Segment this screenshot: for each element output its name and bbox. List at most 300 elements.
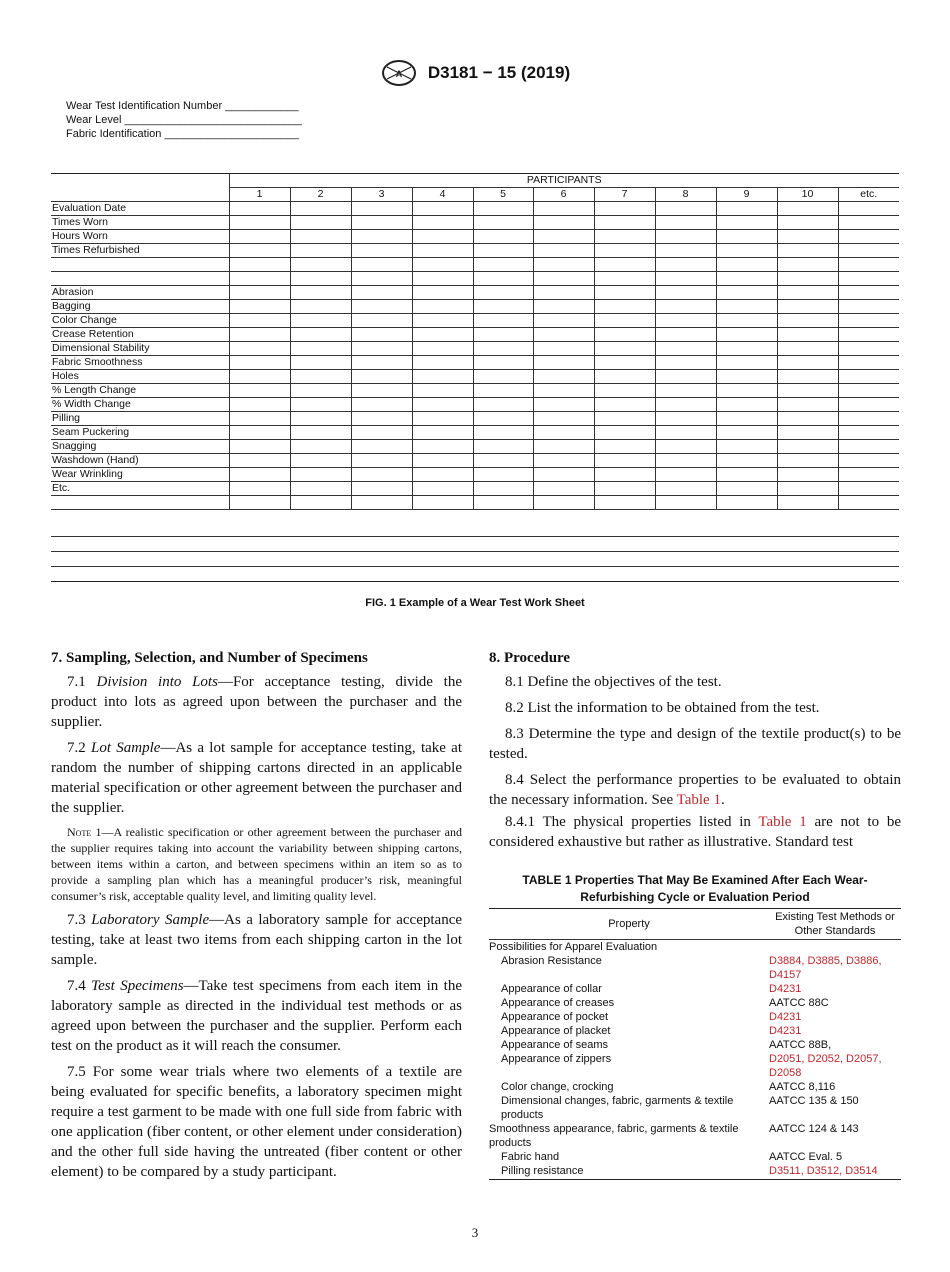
property-cell: Pilling resistance <box>489 1164 769 1180</box>
worksheet-cell[interactable] <box>838 286 899 300</box>
worksheet-cell[interactable] <box>412 300 473 314</box>
worksheet-cell[interactable] <box>533 398 594 412</box>
worksheet-cell[interactable] <box>838 468 899 482</box>
worksheet-cell[interactable] <box>229 272 290 286</box>
worksheet-cell[interactable] <box>838 244 899 258</box>
worksheet-cell[interactable] <box>533 314 594 328</box>
worksheet-cell[interactable] <box>473 342 533 356</box>
worksheet-cell[interactable] <box>412 230 473 244</box>
worksheet-cell[interactable] <box>777 398 838 412</box>
table-1-row <box>489 954 901 982</box>
participant-column-header: 7 <box>594 188 655 202</box>
worksheet-cell[interactable] <box>594 454 655 468</box>
worksheet-cell[interactable] <box>838 384 899 398</box>
worksheet-cell[interactable] <box>412 468 473 482</box>
worksheet-cell[interactable] <box>838 440 899 454</box>
worksheet-row-label <box>51 496 229 510</box>
worksheet-row <box>51 370 899 384</box>
worksheet-cell[interactable] <box>838 230 899 244</box>
worksheet-cell[interactable] <box>229 286 290 300</box>
svg-text:A: A <box>395 69 403 79</box>
worksheet-cell[interactable] <box>351 314 412 328</box>
worksheet-cell[interactable] <box>838 370 899 384</box>
worksheet-cell[interactable] <box>655 216 716 230</box>
worksheet-cell[interactable] <box>533 384 594 398</box>
worksheet-cell[interactable] <box>351 468 412 482</box>
worksheet-cell[interactable] <box>473 440 533 454</box>
worksheet-cell[interactable] <box>229 468 290 482</box>
worksheet-cell[interactable] <box>655 314 716 328</box>
worksheet-row-label: Washdown (Hand) <box>51 454 229 468</box>
worksheet-cell[interactable] <box>533 286 594 300</box>
worksheet-cell[interactable] <box>838 482 899 496</box>
worksheet-cell[interactable] <box>533 300 594 314</box>
figure-caption: FIG. 1 Example of a Wear Test Work Sheet <box>365 597 585 609</box>
participant-column-header: 4 <box>412 188 473 202</box>
worksheet-cell[interactable] <box>533 202 594 216</box>
worksheet-cell[interactable] <box>594 216 655 230</box>
worksheet-cell[interactable] <box>777 314 838 328</box>
worksheet-cell[interactable] <box>594 258 655 272</box>
worksheet-cell[interactable] <box>473 230 533 244</box>
methods-cell[interactable]: D2051, D2052, D2057, D2058 <box>769 1053 882 1079</box>
col-property-header: Property <box>489 909 769 940</box>
worksheet-cell[interactable] <box>838 216 899 230</box>
worksheet-cell[interactable] <box>838 328 899 342</box>
worksheet-cell[interactable] <box>351 370 412 384</box>
worksheet-cell[interactable] <box>290 426 351 440</box>
worksheet-cell[interactable] <box>412 258 473 272</box>
worksheet-cell[interactable] <box>533 482 594 496</box>
worksheet-cell[interactable] <box>838 426 899 440</box>
worksheet-cell[interactable] <box>838 454 899 468</box>
worksheet-cell[interactable] <box>290 370 351 384</box>
worksheet-cell[interactable] <box>655 286 716 300</box>
worksheet-cell[interactable] <box>655 356 716 370</box>
worksheet-cell[interactable] <box>412 314 473 328</box>
worksheet-cell[interactable] <box>716 258 777 272</box>
worksheet-cell[interactable] <box>777 426 838 440</box>
worksheet-cell[interactable] <box>473 314 533 328</box>
worksheet-cell[interactable] <box>594 300 655 314</box>
worksheet-cell[interactable] <box>473 370 533 384</box>
worksheet-cell[interactable] <box>412 412 473 426</box>
worksheet-cell[interactable] <box>351 286 412 300</box>
worksheet-cell[interactable] <box>716 496 777 510</box>
worksheet-cell[interactable] <box>594 244 655 258</box>
worksheet-cell[interactable] <box>473 216 533 230</box>
worksheet-cell[interactable] <box>777 272 838 286</box>
worksheet-cell[interactable] <box>716 356 777 370</box>
worksheet-cell[interactable] <box>473 258 533 272</box>
worksheet-cell[interactable] <box>351 496 412 510</box>
worksheet-cell[interactable] <box>777 468 838 482</box>
worksheet-cell[interactable] <box>533 412 594 426</box>
worksheet-row <box>51 496 899 510</box>
worksheet-row-label: Dimensional Stability <box>51 342 229 356</box>
worksheet-cell[interactable] <box>716 482 777 496</box>
worksheet-cell[interactable] <box>594 370 655 384</box>
worksheet-cell[interactable] <box>533 496 594 510</box>
property-cell: Possibilities for Apparel Evaluation <box>489 941 658 953</box>
worksheet-cell[interactable] <box>777 342 838 356</box>
worksheet-cell[interactable] <box>655 230 716 244</box>
worksheet-cell[interactable] <box>229 412 290 426</box>
worksheet-cell[interactable] <box>716 272 777 286</box>
worksheet-cell[interactable] <box>777 258 838 272</box>
worksheet-row <box>51 342 899 356</box>
worksheet-cell[interactable] <box>290 468 351 482</box>
worksheet-cell[interactable] <box>290 216 351 230</box>
worksheet-cell[interactable] <box>594 384 655 398</box>
worksheet-cell[interactable] <box>412 272 473 286</box>
worksheet-cell[interactable] <box>655 426 716 440</box>
participant-column-header: 3 <box>351 188 412 202</box>
worksheet-cell[interactable] <box>716 398 777 412</box>
participant-column-header: etc. <box>838 188 899 202</box>
col-methods-header: Existing Test Methods or Other Standards <box>769 909 901 940</box>
worksheet-cell[interactable] <box>716 454 777 468</box>
worksheet-cell[interactable] <box>533 356 594 370</box>
worksheet-cell[interactable] <box>838 356 899 370</box>
methods-cell[interactable]: D4231 <box>769 983 802 995</box>
worksheet-cell[interactable] <box>655 370 716 384</box>
worksheet-cell[interactable] <box>412 370 473 384</box>
worksheet-cell[interactable] <box>351 244 412 258</box>
worksheet-cell[interactable] <box>290 496 351 510</box>
worksheet-cell[interactable] <box>655 272 716 286</box>
worksheet-cell[interactable] <box>655 496 716 510</box>
worksheet-cell[interactable] <box>351 440 412 454</box>
worksheet-cell[interactable] <box>412 398 473 412</box>
worksheet-cell[interactable] <box>655 300 716 314</box>
methods-cell[interactable]: D3884, D3885, D3886, D4157 <box>769 955 882 981</box>
worksheet-cell[interactable] <box>351 230 412 244</box>
worksheet-cell[interactable] <box>473 398 533 412</box>
worksheet-cell[interactable] <box>655 468 716 482</box>
worksheet-cell[interactable] <box>473 412 533 426</box>
participant-column-header: 5 <box>473 188 533 202</box>
worksheet-cell[interactable] <box>473 356 533 370</box>
worksheet-cell[interactable] <box>290 286 351 300</box>
worksheet-cell[interactable] <box>777 370 838 384</box>
worksheet-cell[interactable] <box>412 454 473 468</box>
worksheet-cell[interactable] <box>229 496 290 510</box>
worksheet-cell[interactable] <box>594 328 655 342</box>
worksheet-cell[interactable] <box>838 342 899 356</box>
worksheet-cell[interactable] <box>655 440 716 454</box>
worksheet-cell[interactable] <box>838 412 899 426</box>
participants-header-row <box>51 174 899 188</box>
worksheet-cell[interactable] <box>533 426 594 440</box>
worksheet-cell[interactable] <box>229 314 290 328</box>
worksheet-cell[interactable] <box>290 328 351 342</box>
worksheet-cell[interactable] <box>473 286 533 300</box>
worksheet-row <box>51 202 899 216</box>
worksheet-cell[interactable] <box>351 454 412 468</box>
worksheet-cell[interactable] <box>716 370 777 384</box>
worksheet-cell[interactable] <box>290 230 351 244</box>
note-1: Note 1—A realistic specification or other agreement between the purchaser and the supplier requires taking into account the variability between shipping cartons, between items within a carton, and between specimens within an item so as to provide a sampling plan which has a meaningful producer’s risk, meaningful consumer’s risk, acceptable quality level, and limiting quality level. <box>51 825 462 903</box>
worksheet-cell[interactable] <box>594 426 655 440</box>
worksheet-cell[interactable] <box>290 356 351 370</box>
worksheet-row <box>51 300 899 314</box>
worksheet-cell[interactable] <box>533 272 594 286</box>
worksheet-cell[interactable] <box>229 216 290 230</box>
property-cell: Appearance of placket <box>501 1025 611 1037</box>
worksheet-cell[interactable] <box>351 482 412 496</box>
worksheet-cell[interactable] <box>290 314 351 328</box>
worksheet-cell[interactable] <box>473 244 533 258</box>
worksheet-cell[interactable] <box>412 482 473 496</box>
worksheet-cell[interactable] <box>655 328 716 342</box>
worksheet-cell[interactable] <box>655 398 716 412</box>
worksheet-cell[interactable] <box>655 258 716 272</box>
worksheet-cell[interactable] <box>351 342 412 356</box>
worksheet-cell[interactable] <box>412 286 473 300</box>
worksheet-cell[interactable] <box>229 300 290 314</box>
paragraph-7-2: 7.2 Lot Sample—As a lot sample for acceptance testing, take at random the number of shipping cartons directed in an applicable material specification or other agreement between the purchaser and the supplier. <box>51 740 463 816</box>
worksheet-cell[interactable] <box>351 356 412 370</box>
worksheet-cell[interactable] <box>716 216 777 230</box>
worksheet-cell[interactable] <box>533 244 594 258</box>
worksheet-cell[interactable] <box>716 342 777 356</box>
worksheet-cell[interactable] <box>229 482 290 496</box>
worksheet-cell[interactable] <box>594 412 655 426</box>
worksheet-cell[interactable] <box>229 258 290 272</box>
worksheet-cell[interactable] <box>594 482 655 496</box>
worksheet-cell[interactable] <box>473 468 533 482</box>
worksheet-cell[interactable] <box>290 342 351 356</box>
methods-cell[interactable]: D4231 <box>769 1011 802 1023</box>
worksheet-cell[interactable] <box>777 384 838 398</box>
worksheet-cell[interactable] <box>412 328 473 342</box>
worksheet-cell[interactable] <box>716 426 777 440</box>
worksheet-cell[interactable] <box>412 384 473 398</box>
worksheet-cell[interactable] <box>473 300 533 314</box>
worksheet-cell[interactable] <box>533 454 594 468</box>
worksheet-cell[interactable] <box>351 426 412 440</box>
worksheet-cell[interactable] <box>290 258 351 272</box>
worksheet-cell[interactable] <box>351 272 412 286</box>
worksheet-cell[interactable] <box>777 216 838 230</box>
worksheet-cell[interactable] <box>716 300 777 314</box>
worksheet-cell[interactable] <box>838 272 899 286</box>
worksheet-cell[interactable] <box>838 314 899 328</box>
methods-cell[interactable]: D4231 <box>769 1025 802 1037</box>
worksheet-cell[interactable] <box>229 230 290 244</box>
worksheet-cell[interactable] <box>838 300 899 314</box>
worksheet-cell[interactable] <box>229 440 290 454</box>
worksheet-cell[interactable] <box>290 482 351 496</box>
worksheet-row-label: Abrasion <box>51 286 229 300</box>
worksheet-cell[interactable] <box>716 244 777 258</box>
worksheet-cell[interactable] <box>716 314 777 328</box>
worksheet-cell[interactable] <box>351 258 412 272</box>
worksheet-cell[interactable] <box>777 440 838 454</box>
worksheet-cell[interactable] <box>594 202 655 216</box>
worksheet-cell[interactable] <box>594 496 655 510</box>
worksheet-cell[interactable] <box>351 412 412 426</box>
worksheet-cell[interactable] <box>473 272 533 286</box>
worksheet-cell[interactable] <box>473 496 533 510</box>
worksheet-cell[interactable] <box>351 328 412 342</box>
worksheet-cell[interactable] <box>777 244 838 258</box>
worksheet-cell[interactable] <box>290 412 351 426</box>
worksheet-cell[interactable] <box>290 202 351 216</box>
worksheet-cell[interactable] <box>533 258 594 272</box>
worksheet-row-label: Evaluation Date <box>51 202 229 216</box>
paragraph-8-3: 8.3 Determine the type and design of the textile product(s) to be tested. <box>489 726 901 762</box>
worksheet-cell[interactable] <box>533 370 594 384</box>
worksheet-cell[interactable] <box>655 342 716 356</box>
worksheet-cell[interactable] <box>229 342 290 356</box>
table-1-link[interactable]: Table 1 <box>676 792 721 808</box>
worksheet-cell[interactable] <box>838 202 899 216</box>
worksheet-cell[interactable] <box>473 328 533 342</box>
worksheet-cell[interactable] <box>655 412 716 426</box>
worksheet-cell[interactable] <box>290 440 351 454</box>
worksheet-cell[interactable] <box>716 468 777 482</box>
worksheet-cell[interactable] <box>412 342 473 356</box>
worksheet-cell[interactable] <box>473 454 533 468</box>
worksheet-cell[interactable] <box>594 468 655 482</box>
table-1-link[interactable]: Table 1 <box>758 814 807 830</box>
participant-column-header: 10 <box>777 188 838 202</box>
worksheet-cell[interactable] <box>777 230 838 244</box>
worksheet-cell[interactable] <box>533 468 594 482</box>
worksheet-cell[interactable] <box>594 356 655 370</box>
paragraph-8-4: 8.4 Select the performance properties to be evaluated to obtain the necessary information. See Table 1. <box>489 772 901 808</box>
worksheet-cell[interactable] <box>229 328 290 342</box>
worksheet-cell[interactable] <box>412 202 473 216</box>
worksheet-cell[interactable] <box>533 230 594 244</box>
worksheet-cell[interactable] <box>290 244 351 258</box>
worksheet-cell[interactable] <box>412 496 473 510</box>
worksheet-cell[interactable] <box>594 230 655 244</box>
table-1-row <box>489 940 901 955</box>
worksheet-cell[interactable] <box>229 244 290 258</box>
worksheet-cell[interactable] <box>229 370 290 384</box>
worksheet-row-label <box>51 258 229 272</box>
worksheet-cell[interactable] <box>655 384 716 398</box>
worksheet-cell[interactable] <box>777 286 838 300</box>
participant-column-header: 9 <box>716 188 777 202</box>
worksheet-row <box>51 216 899 230</box>
worksheet-cell[interactable] <box>229 454 290 468</box>
table-1-row <box>489 1010 901 1024</box>
worksheet-cell[interactable] <box>533 216 594 230</box>
worksheet-cell[interactable] <box>229 202 290 216</box>
worksheet-cell[interactable] <box>351 384 412 398</box>
worksheet-cell[interactable] <box>412 356 473 370</box>
worksheet-row <box>51 482 899 496</box>
worksheet-cell[interactable] <box>594 398 655 412</box>
worksheet-cell[interactable] <box>229 398 290 412</box>
worksheet-row <box>51 468 899 482</box>
worksheet-cell[interactable] <box>777 496 838 510</box>
worksheet-cell[interactable] <box>777 412 838 426</box>
worksheet-cell[interactable] <box>290 398 351 412</box>
worksheet-cell[interactable] <box>716 328 777 342</box>
worksheet-cell[interactable] <box>412 440 473 454</box>
worksheet-row-label: Color Change <box>51 314 229 328</box>
worksheet-cell[interactable] <box>412 426 473 440</box>
worksheet-cell[interactable] <box>229 384 290 398</box>
worksheet-cell[interactable] <box>716 412 777 426</box>
worksheet-cell[interactable] <box>716 202 777 216</box>
worksheet-cell[interactable] <box>716 230 777 244</box>
table-1-row <box>489 1038 901 1052</box>
worksheet-cell[interactable] <box>594 286 655 300</box>
worksheet-cell[interactable] <box>838 398 899 412</box>
worksheet-cell[interactable] <box>473 202 533 216</box>
table-1-properties <box>489 908 901 1180</box>
worksheet-cell[interactable] <box>351 398 412 412</box>
worksheet-row <box>51 426 899 440</box>
worksheet-cell[interactable] <box>473 482 533 496</box>
worksheet-cell[interactable] <box>533 342 594 356</box>
worksheet-cell[interactable] <box>594 272 655 286</box>
worksheet-cell[interactable] <box>838 258 899 272</box>
worksheet-cell[interactable] <box>351 202 412 216</box>
methods-cell[interactable]: D3511, D3512, D3514 <box>769 1164 901 1180</box>
worksheet-cell[interactable] <box>290 300 351 314</box>
worksheet-cell[interactable] <box>777 300 838 314</box>
paragraph-7-5: 7.5 For some wear trials where two elements of a textile are being evaluated for specific benefits, a laboratory specimen might require a test garment to be made with one full side from fabric with one application (fiber content, or other element under consideration) and the other full side having the untreated (fiber content or other element) to be compared by a study participant. <box>51 1064 462 1180</box>
worksheet-cell[interactable] <box>777 454 838 468</box>
worksheet-cell[interactable] <box>777 328 838 342</box>
worksheet-cell[interactable] <box>229 356 290 370</box>
worksheet-cell[interactable] <box>777 482 838 496</box>
methods-cell: AATCC 88C <box>769 997 829 1009</box>
worksheet-cell[interactable] <box>838 496 899 510</box>
worksheet-cell[interactable] <box>777 356 838 370</box>
worksheet-row <box>51 440 899 454</box>
blank-line: ______________________ <box>164 128 300 140</box>
worksheet-cell[interactable] <box>473 384 533 398</box>
worksheet-cell[interactable] <box>716 440 777 454</box>
methods-cell: AATCC 124 & 143 <box>769 1123 859 1135</box>
worksheet-cell[interactable] <box>594 314 655 328</box>
worksheet-cell[interactable] <box>290 384 351 398</box>
section-8-heading: 8. Procedure <box>489 650 571 666</box>
worksheet-cell[interactable] <box>594 342 655 356</box>
worksheet-cell[interactable] <box>655 202 716 216</box>
worksheet-cell[interactable] <box>533 440 594 454</box>
worksheet-cell[interactable] <box>777 202 838 216</box>
worksheet-cell[interactable] <box>655 482 716 496</box>
worksheet-cell[interactable] <box>290 454 351 468</box>
property-cell: Appearance of seams <box>501 1039 609 1051</box>
worksheet-cell[interactable] <box>655 244 716 258</box>
methods-cell: AATCC 8,116 <box>769 1081 836 1093</box>
worksheet-cell[interactable] <box>533 328 594 342</box>
worksheet-cell[interactable] <box>412 216 473 230</box>
worksheet-cell[interactable] <box>473 426 533 440</box>
worksheet-cell[interactable] <box>716 384 777 398</box>
worksheet-cell[interactable] <box>290 272 351 286</box>
worksheet-cell[interactable] <box>716 286 777 300</box>
worksheet-cell[interactable] <box>229 426 290 440</box>
worksheet-cell[interactable] <box>594 440 655 454</box>
worksheet-row-label: Hours Worn <box>51 230 229 244</box>
table-1-title: TABLE 1 Properties That May Be Examined After Each Wear-Refurbishing Cycle or Evaluation Period <box>522 873 868 904</box>
worksheet-cell[interactable] <box>351 300 412 314</box>
worksheet-cell[interactable] <box>412 244 473 258</box>
worksheet-cell[interactable] <box>655 454 716 468</box>
worksheet-cell[interactable] <box>351 216 412 230</box>
